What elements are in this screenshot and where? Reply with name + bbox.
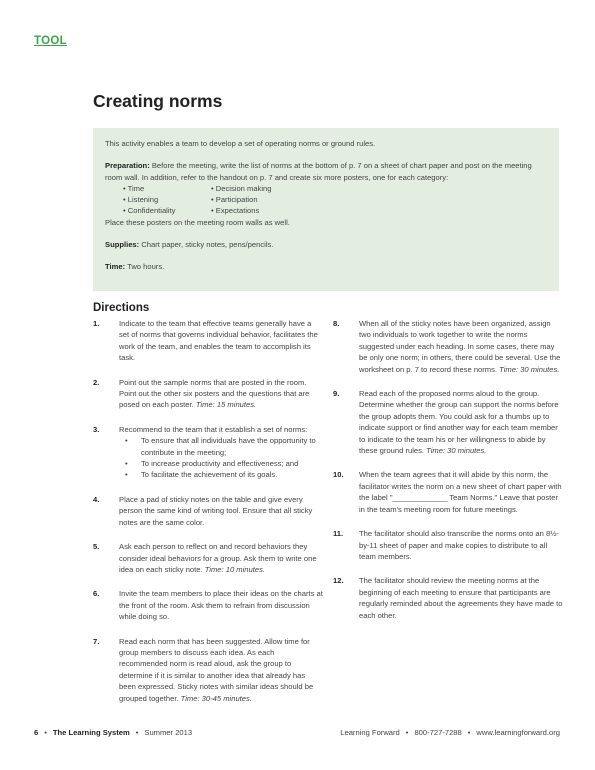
supplies-label: Supplies: xyxy=(105,240,140,250)
time-paragraph xyxy=(105,261,547,272)
step-number: 9. xyxy=(333,389,340,399)
step-number: 10. xyxy=(333,470,344,480)
step-item xyxy=(93,588,323,622)
step-text: The facilitator should also transcribe the norms onto an 8½-by-11 sheet of paper and make copies to distribute to all team members. xyxy=(359,529,560,561)
category-item: • Confidentiality xyxy=(123,206,176,216)
step-text: Place a pad of sticky notes on the table and give every person the same kind of writing tool. Ensure that all sticky notes are the same color. xyxy=(119,494,313,527)
step-number: 3. xyxy=(93,424,100,434)
step-text: Read each of the proposed norms aloud to the group. Determine whether the group can support the norms before the group adopts them. You could ask for a thumbs up to indicate support or find another way for each team member to indicate to the team his or her willingness to abide by these ground rules. xyxy=(359,389,559,456)
directions-heading: Directions xyxy=(93,302,150,314)
step-number: 5. xyxy=(93,542,100,552)
step-text: Read each norm that has been suggested. Allow time for group members to discuss each idea. As each recommended norm is read aloud, ask the group to determine if it is similar to another idea that already has been expressed. Sticky notes with similar ideas should be grouped together. xyxy=(119,636,314,703)
step-number: 1. xyxy=(93,319,100,328)
step-text: Point out the sample norms that are posted in the room. Point out the other six posters and the questions that are posed on each poster. xyxy=(119,377,310,410)
step-item xyxy=(93,494,323,528)
step-number: 7. xyxy=(93,636,100,646)
tool-label: TOOL xyxy=(34,35,67,47)
page-number: 6 xyxy=(34,728,39,737)
supplies-paragraph xyxy=(105,239,547,250)
directions-column-left xyxy=(93,318,323,704)
step-time: Time: 15 minutes. xyxy=(195,400,257,410)
placement-text: Place these posters on the meeting room walls as well. xyxy=(105,217,290,227)
org-name: Learning Forward xyxy=(340,728,400,737)
step-text: Indicate to the team that effective teams generally have a set of norms that governs individual behavior, facilitates the work of the team, and enables the team to accomplish its task. xyxy=(119,319,318,363)
step-time: Time: 30 minutes. xyxy=(426,446,487,456)
step-item xyxy=(93,318,323,364)
step-bullet: • To increase productivity and effectiveness; and xyxy=(125,459,299,469)
intro-text: This activity enables a team to develop a set of operating norms or ground rules. xyxy=(105,139,376,148)
step-item xyxy=(93,424,323,481)
publication-name: The Learning System xyxy=(52,728,130,737)
step-number: 2. xyxy=(93,377,100,387)
step-time: Time: 10 minutes. xyxy=(204,564,265,574)
directions-column-right xyxy=(333,318,563,621)
category-item: • Listening xyxy=(123,195,159,205)
category-item: • Decision making xyxy=(211,183,272,193)
time-text: Two hours. xyxy=(125,262,165,272)
step-time: Time: 30-45 minutes. xyxy=(180,693,252,703)
step-number: 4. xyxy=(93,494,100,504)
step-item xyxy=(93,636,323,704)
page-title: Creating norms xyxy=(93,91,223,111)
step-number: 12. xyxy=(333,576,344,586)
page-footer: 6 • The Learning System • Summer 2013 Learning Forward • 800-727-7288 • www.learningforward.org xyxy=(34,728,560,737)
activity-info-box xyxy=(93,128,559,291)
category-item: • Expectations xyxy=(211,206,260,216)
preparation-label: Preparation: xyxy=(105,161,150,171)
step-number: 6. xyxy=(93,589,100,599)
step-time: Time: 30 minutes. xyxy=(499,364,560,374)
step-text: Invite the team members to place their ideas on the charts at the front of the room. Ask them to refrain from discussion while doing so. xyxy=(119,589,323,622)
step-item xyxy=(333,318,563,375)
step-number: 8. xyxy=(333,319,340,328)
preparation-text: Before the meeting, write the list of norms at the bottom of p. 7 on a sheet of chart paper and post on the meeting room wall. In addition, refer to the handout on p. 7 and create six more posters, one for each category: xyxy=(105,161,532,182)
step-bullet: • To ensure that all individuals have the opportunity to contribute in the meeting; xyxy=(125,436,316,457)
category-list xyxy=(123,183,547,217)
issue-date: Summer 2013 xyxy=(144,728,193,737)
preparation-paragraph xyxy=(105,160,547,183)
step-text: When all of the sticky notes have been organized, assign two individuals to work together to write the norms suggested under each heading. In some cases, there may be only one norm; in others, there could be several. Use the worksheet on p. 7 to record these norms. xyxy=(359,319,561,374)
step-item xyxy=(93,377,323,411)
supplies-text: Chart paper, sticky notes, pens/pencils. xyxy=(139,240,274,250)
step-number: 11. xyxy=(333,529,344,539)
step-item xyxy=(333,388,563,456)
category-item: • Time xyxy=(123,183,145,193)
step-text: Ask each person to reflect on and record behaviors they consider ideal behaviors for a group. Ask them to write one idea on each sticky note. xyxy=(119,542,317,574)
time-label: Time: xyxy=(105,262,126,272)
step-text: Recommend to the team that it establish a set of norms: xyxy=(119,424,308,434)
step-item xyxy=(333,528,563,562)
phone-number: 800-727-7288 xyxy=(414,728,462,737)
step-text: The facilitator should review the meeting norms at the beginning of each meeting to ensure that participants are regularly reminded about the agreements they have made to each other. xyxy=(359,576,563,620)
step-item xyxy=(93,541,323,575)
step-bullet: • To facilitate the achievement of its goals. xyxy=(125,470,278,480)
website-url: www.learningforward.org xyxy=(476,728,560,737)
step-item xyxy=(333,575,563,621)
category-item: • Participation xyxy=(211,195,258,205)
step-text: When the team agrees that it will abide by this norm, the facilitator writes the norm on a new sheet of chart paper with the label "_____________ Team Norms." Leave that poster in the team's meeting room for future meetings. xyxy=(359,470,562,514)
step-item xyxy=(333,469,563,515)
